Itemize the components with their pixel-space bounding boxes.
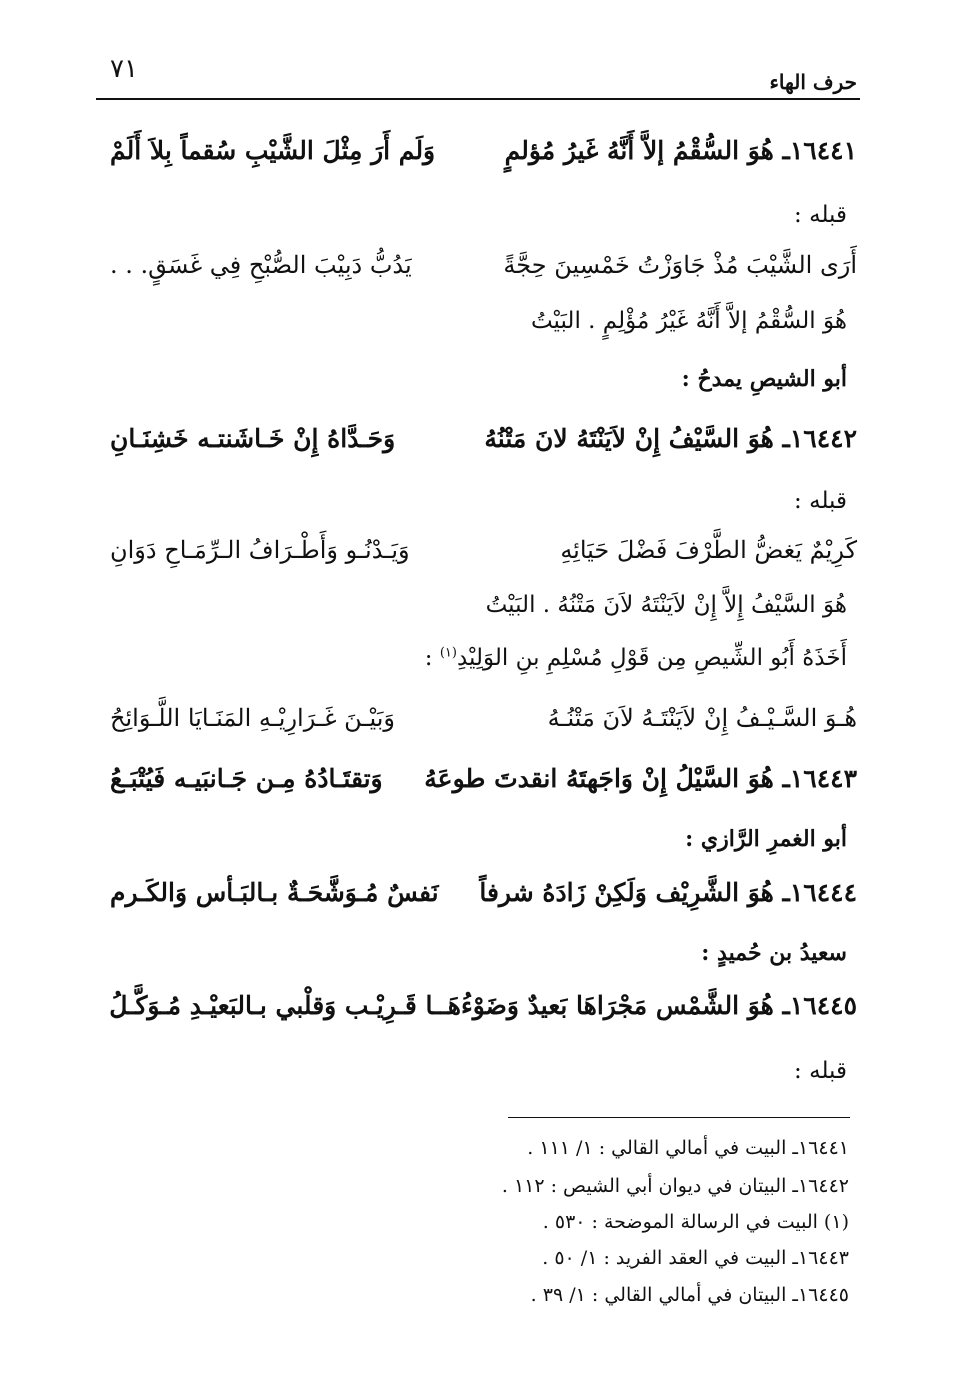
verse-second-hemistich: وَلَم أَرَ مِثْلَ الشَّيْبِ سُقماً بِلاَ أَلَمْ xyxy=(110,135,436,165)
footnote: (١) البيت في الرسالة الموضحة : ٥٣٠ . xyxy=(542,1211,849,1233)
verse-first-hemistich: ١٦٤٤٥ـ هُوَ الشَّمْس مَجْرَاهَا بَعيدٌ وَضَوْءُهَـ xyxy=(440,990,857,1020)
verse-16445 xyxy=(110,985,857,1025)
verse-first-hemistich: أَرَى الشَّيْبَ مُذْ جَاوَزْتُ خَمْسِينَ حِجَّةً xyxy=(503,251,857,279)
verse-continuation: هُوَ السُّقْمُ إلاَّ أَنَّهُ غَيْرُ مُؤْلِمٍ . البَيْتُ xyxy=(530,308,847,334)
poet-attribution: أبو الغمرِ الرَّازي : xyxy=(685,826,847,852)
page-number: ٧١ xyxy=(110,54,138,84)
verse-16444 xyxy=(110,872,857,912)
footnote-divider xyxy=(508,1117,850,1118)
chapter-title: حرف الهاء xyxy=(769,70,857,94)
verse-second-hemistich: ـا قَـرِيْـب وَقلْبي بـالبَعيْـدِ مُـوَكَّـلُ xyxy=(109,990,441,1020)
preceding-verse xyxy=(110,245,857,285)
colon: : xyxy=(424,645,433,671)
footnote: ١٦٤٤١ـ البيت في أمالي القالي : ١/ ١١١ . xyxy=(527,1137,849,1159)
footnote: ١٦٤٤٢ـ البيتان في ديوان أبي الشيص : ١١٢ . xyxy=(501,1175,849,1197)
borrowing-text: أَخَذَهُ أَبُو الشِّيصِ مِن قَوْلِ مُسْلِمِ بنِ الوَلِيْدِ xyxy=(456,645,847,671)
verse-second-hemistich: وَتقتَـادُهُ مِـن جَـانبَيـه فَيُتْبَـعُ xyxy=(110,763,383,793)
verse-first-hemistich: ١٦٤٤٢ـ هُوَ السَّيْفُ إِنْ لاَيَنْتَهُ لانَ مَتْنُهُ xyxy=(484,423,857,453)
verse-second-hemistich: وَحَـدَّاهُ إِنْ خَـاشَنتـه خَشِنَـانِ xyxy=(110,423,396,453)
verse-first-hemistich: ١٦٤٤٤ـ هُوَ الشَّرِيْف وَلَكِنْ زَادَهُ شرفاً xyxy=(479,877,857,907)
verse-first-hemistich: هُـوَ السَّـيْـفُ إِنْ لاَيَنْتَـهُ لاَنَ مَتْنُـهُ xyxy=(547,704,857,732)
preceding-verse xyxy=(110,530,857,570)
verse-first-hemistich: ١٦٤٤٣ـ هُوَ السَّيْلُ إِنْ وَاجَهتَهُ انقدتَ طوعَهُ xyxy=(424,763,857,793)
verse-16441 xyxy=(110,130,857,170)
footnote: ١٦٤٤٣ـ البيت في العقد الفريد : ١/ ٥٠ . xyxy=(542,1247,849,1269)
verse-second-hemistich: وَبَيْـنَ غَـرَارِيْـهِ المَنَـايَا اللَّـوَائِحُ xyxy=(110,704,395,732)
poet-attribution: أبو الشيصِ يمدحُ : xyxy=(681,366,847,392)
verse-second-hemistich: يَدُبُّ دَبِيْبَ الصُّبْحِ فِي غَسَقٍ. . . xyxy=(110,251,412,279)
verse-16443 xyxy=(110,758,857,798)
quoted-verse xyxy=(110,698,857,738)
verse-second-hemistich: وَيَـدْنُـو وَأَطْـرَافُ الـرِّمَـاحِ دَوَانِ xyxy=(110,536,410,564)
verse-first-hemistich: كَرِيْمٌ يَغضُّ الطَّرْفَ فَضْلَ حَيَائِهِ xyxy=(560,536,857,564)
verse-continuation: هُوَ السَّيْفُ إِلاَّ إِنْ لاَيَنْتَهُ لاَنَ مَتْنُهُ . البَيْتُ xyxy=(485,592,847,618)
header-divider xyxy=(96,98,860,100)
before-label: قبله : xyxy=(794,1058,847,1084)
verse-first-hemistich: ١٦٤٤١ـ هُوَ السُّقْمُ إلاَّ أَنَّهُ غَيرُ مُؤلمٍ xyxy=(504,135,857,165)
verse-16442 xyxy=(110,418,857,458)
footnote-ref: (١) xyxy=(439,645,457,661)
poet-attribution: سعيدُ بن حُميدٍ : xyxy=(701,940,847,966)
before-label: قبله : xyxy=(794,488,847,514)
borrowing-note xyxy=(425,645,847,671)
verse-second-hemistich: نَفسٌ مُـوَشَّحَـةٌ بـالبَـأس وَالكَـرم xyxy=(110,877,439,907)
footnote: ١٦٤٤٥ـ البيتان في أمالي القالي : ١/ ٣٩ . xyxy=(530,1284,849,1306)
before-label: قبله : xyxy=(794,202,847,228)
